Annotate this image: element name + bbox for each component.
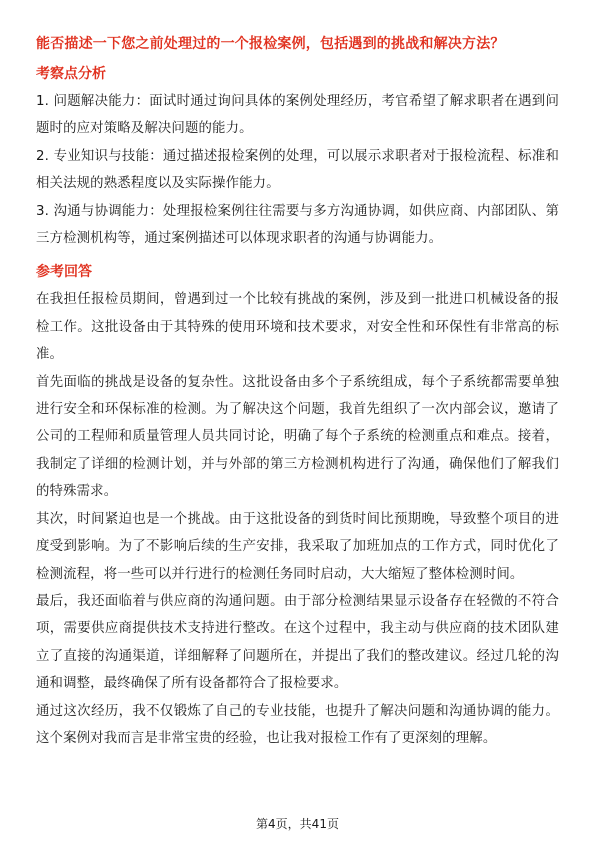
analysis-point: 3. 沟通与协调能力：处理报检案例往往需要与多方沟通协调，如供应商、内部团队、第三方检测机构等，通过案例描述可以体现求职者的沟通与协调能力。 — [36, 203, 559, 247]
question-title: 能否描述一下您之前处理过的一个报检案例，包括遇到的挑战和解决方法？ — [36, 36, 505, 52]
answer-paragraph: 在我担任报检员期间，曾遇到过一个比较有挑战的案例，涉及到一批进口机械设备的报检工作。这批设备由于其特殊的使用环境和技术要求，对安全性和环保性有非常高的标准。 — [36, 292, 559, 363]
answer-paragraph: 其次，时间紧迫也是一个挑战。由于这批设备的到货时间比预期晚，导致整个项目的进度受到影响。为了不影响后续的生产安排，我采取了加班加点的工作方式，同时优化了检测流程，将一些可以并行进行的检测任务同时启动，大大缩短了整体检测时间。 — [36, 511, 559, 582]
analysis-point: 2. 专业知识与技能：通过描述报检案例的处理，可以展示求职者对于报检流程、标准和相关法规的熟悉程度以及实际操作能力。 — [36, 148, 559, 192]
answer-heading: 参考回答 — [36, 264, 92, 281]
document-page — [36, 34, 559, 752]
answer-body — [36, 286, 559, 752]
answer-paragraph: 通过这次经历，我不仅锻炼了自己的专业技能，也提升了解决问题和沟通协调的能力。这个案例对我而言是非常宝贵的经验，也让我对报检工作有了更深刻的理解。 — [36, 703, 559, 746]
page-number-footer: 第4页，共41页 — [256, 817, 339, 831]
analysis-list — [36, 88, 559, 252]
analysis-point: 1. 问题解决能力：面试时通过询问具体的案例处理经历，考官希望了解求职者在遇到问题时的应对策略及解决问题的能力。 — [36, 94, 559, 137]
answer-paragraph: 首先面临的挑战是设备的复杂性。这批设备由多个子系统组成，每个子系统都需要单独进行安全和环保标准的检测。为了解决这个问题，我首先组织了一次内部会议，邀请了公司的工程师和质量管理人员共同讨论，明确了每个子系统的检测重点和难点。接着，我制定了详细的检测计划，并与外部的第三方检测机构进行了沟通，确保他们了解我们的特殊需求。 — [36, 374, 559, 500]
answer-paragraph: 最后，我还面临着与供应商的沟通问题。由于部分检测结果显示设备存在轻微的不符合项，需要供应商提供技术支持进行整改。在这个过程中，我主动与供应商的技术团队建立了直接的沟通渠道，详细解释了问题所在，并提出了我们的整改建议。经过几轮的沟通和调整，最终确保了所有设备都符合了报检要求。 — [36, 593, 559, 692]
analysis-heading: 考察点分析 — [36, 66, 106, 82]
